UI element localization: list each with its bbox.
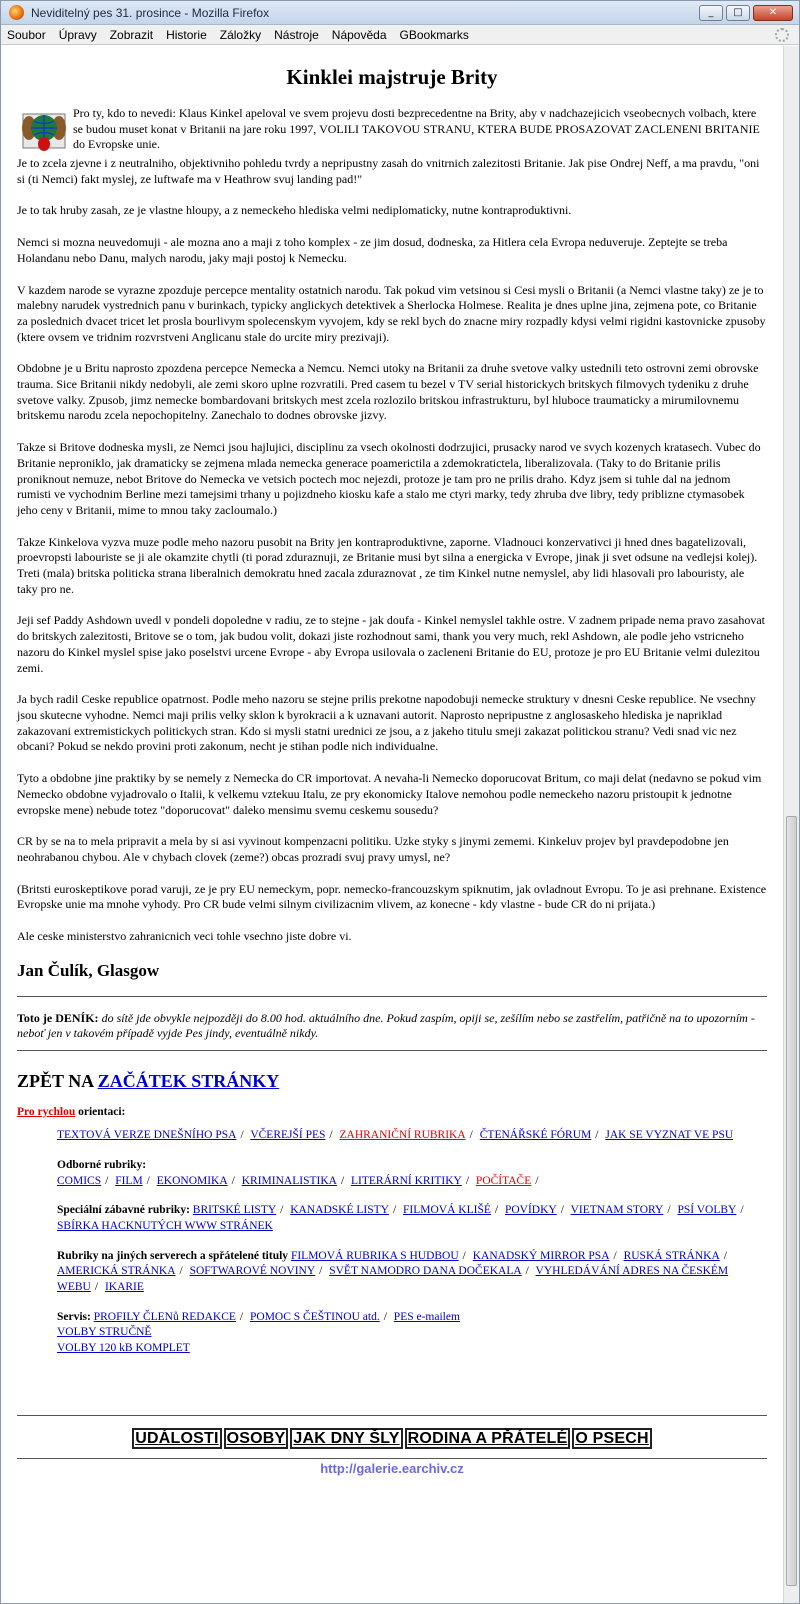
nav-link-active[interactable]: ZAHRANIČNÍ RUBRIKA [339, 1129, 466, 1142]
footer-tab-udalosti[interactable]: UDÁLOSTI [132, 1428, 221, 1449]
daily-note [17, 1011, 767, 1042]
nav-link[interactable]: VYHLEDÁVÁNÍ ADRES NA ČESKÉM WEBU [57, 1265, 729, 1294]
footer-tab-o-psech[interactable]: O PSECH [572, 1428, 651, 1449]
nav-link[interactable]: JAK SE VYZNAT VE PSU [605, 1129, 734, 1142]
nav-link[interactable]: SVĚT NAMODRO DANA DOČEKALA [329, 1265, 522, 1278]
quick-orientation [17, 1106, 767, 1118]
article-signature: Jan Čulík, Glasgow [17, 960, 160, 980]
nav-link[interactable]: TEXTOVÁ VERZE DNEŠNÍHO PSA [57, 1129, 237, 1142]
menu-view[interactable]: Zobrazit [109, 28, 154, 42]
article-paragraph: (Britsti euroskeptikove porad varuji, ze je pry EU nemeckym, popr. nemecko-francouzskym spiknutim, jak ovladnout Evropu. To je asi prehnane. Existence Evropske unie ma mnohe vyhody. Pro CR bude velmi silnym civilizacnim vlivem, az konecne - kdy vlastne - bude CR do ni prijata.) [17, 881, 767, 912]
throbber-icon [775, 28, 789, 42]
article-paragraph: Jeji sef Paddy Ashdown uvedl v pondeli dopoledne v radiu, ze to stejne - jak doufa - Kinkel nemyslel takhle ostre. V zadnem pripade nema pravo zasahovat do britskych zalezitosti, Britove se o tom, jak budou volit, dokazi jiste rozhodnout sami, thank you very much, rekl Ashdown, ale podle jeho vstricneho nazoru do Kinkel myslel spise jako poselstvi urcene Evrope - aby Evropa usilovala o zacleneni Britanie do EU, protoze je pro EU Britanie velmi dulezitou zemi. [17, 613, 766, 675]
article-paragraph: Pro ty, kdo to nevedi: Klaus Kinkel apeloval ve svem projevu dosti bezprecedentne na Brity, aby v nadchazejicich vseobecnych volbach, ktere se budou muset konat v Britanii na jare roku 1997, VOLILI TAKOVOU STRANU, KTERA BUDE PROSAZOVAT ZACLENENI BRITANIE do Evropske unie. [73, 106, 760, 152]
rubric-navigation [17, 1128, 767, 1357]
nav-link[interactable]: POMOC S ČEŠTINOU atd. [250, 1310, 380, 1323]
menu-gbookmarks[interactable]: GBookmarks [399, 28, 469, 42]
nav-link[interactable]: ČTENÁŘSKÉ FÓRUM [479, 1129, 592, 1142]
menu-bookmarks[interactable]: Záložky [219, 28, 262, 42]
article-paragraph: CR by se na to mela pripravit a mela by si asi vyvinout kompenzacni politiku. Uzke styky s jinymi zememi. Kinkeluv projev byl pravdepodobne jen neohrabanou chybou. Ale v chybach clovek (zeme?) obcas prozradi svuj pravy umysl, ne? [17, 834, 729, 864]
section-label: Speciální zábavné rubriky: [57, 1204, 190, 1217]
article-title: Kinklei majstruje Brity [286, 65, 498, 89]
window-title: Neviditelný pes 31. prosince - Mozilla Firefox [31, 6, 270, 20]
footer-tab-jak-dny-sly[interactable]: JAK DNY ŠLY [290, 1428, 402, 1449]
note-text: do sítě jde obvykle nejpozději do 8.00 hod. aktuálního dne. Pokud zaspím, opiji se, zešílím nebo se zastřelím, patřičně na to upozorním - neboť jen v takovém případě vyjde Pes jindy, eventuálně nikdy. [17, 1010, 755, 1041]
footer-tab-rodina[interactable]: RODINA A PŘÁTELÉ [405, 1428, 571, 1449]
article-paragraph: Je to zcela zjevne i z neutralniho, objektivniho pohledu tvrdy a nepripustny zasah do vnitrnich zalezitosti Britanie. Jak pise Ondrej Neff, a ma pravdu, "oni si (ti Nemci) fakt myslej, ze luftwafe ma v Heathrow svuj landing pad!" [17, 156, 760, 186]
nav-link[interactable]: VOLBY 120 kB KOMPLET [57, 1342, 190, 1355]
menu-bar [1, 25, 799, 45]
footer-url[interactable]: http://galerie.earchiv.cz [17, 1458, 767, 1476]
menu-help[interactable]: Nápověda [331, 28, 387, 42]
nav-link[interactable]: PES e-mailem [393, 1310, 460, 1323]
nav-link[interactable]: EKONOMIKA [156, 1174, 228, 1187]
article-paragraph: Nemci si mozna neuvedomuji - ale mozna ano a maji z toho komplex - ze jim dosud, dodneska, za Hitlera cela Evropa neduveruje. Zeptejte se treba Holandanu nebo Danu, malych narodu, jaky maji postoj k Nemecku. [17, 235, 728, 265]
vertical-scrollbar[interactable] [783, 46, 799, 1603]
divider [17, 1050, 767, 1051]
divider [17, 996, 767, 997]
back-prefix: ZPĚT NA [17, 1071, 98, 1092]
note-label: Toto je DENÍK: [17, 1010, 99, 1025]
nav-link[interactable]: RUSKÁ STRÁNKA [623, 1249, 720, 1262]
nav-link[interactable]: VČEREJŠÍ PES [250, 1129, 326, 1142]
nav-link[interactable]: PSÍ VOLBY [677, 1204, 737, 1217]
article-paragraph: V kazdem narode se vyrazne zpozduje percepce mentality ostatnich narodu. Tak pokud vim vetsinou si Cesi mysli o Britanii (a Nemci vlastne taky) ze je to malebny narudek vystrednich panu v burinkach, typicky anglickych detektivek a Sherlocka Holmese. Realita je dnes uplne jina, zejmena pote, co Britanie za poslednich dvacet tricet let prosla bourlivym spolecenskym vyvojem, kdy se rekl bych do znacne miry rozpadly kdysi velmi rigidni kastovnicke zpusoby (ktere ovsem ve tridnim rozvrstveni Anglicanu stale do urcite miry prezivaji). [17, 282, 766, 344]
nav-link-active[interactable]: POČÍTAČE [475, 1174, 532, 1187]
section-label: Odborné rubriky: [57, 1158, 147, 1171]
menu-file[interactable]: Soubor [7, 28, 46, 42]
nav-link[interactable]: KANADSKÉ LISTY [290, 1204, 389, 1217]
article-paragraph: Obdobne je u Britu naprosto zpozdena percepce Nemecka a Nemcu. Nemci utoky na Britanii za druhe svetove valky ustednili teto ostrovni zemi obrovske trauma. Sice Britanii nikdy nedobyli, ale zemi skoro uplne rozvratili. Pred casem tu bezel v TV serial historickych britskych filmovych tydeniku z druhe svetove valky. Zpusob, jimz nemecke bombardovani britskych mest zcela rozlozilo britskou infrastrukturu, byl hluboce traumaticky a mirumilovnemu britskemu narodu zcela nepochopitelny. Zanechalo to dodnes obrovske jizvy. [17, 361, 759, 423]
nav-link[interactable]: BRITSKÉ LISTY [192, 1204, 277, 1217]
main-links: TEXTOVÁ VERZE DNEŠNÍHO PSA / VČEREJŠÍ PES / ZAHRANIČNÍ RUBRIKA / ČTENÁŘSKÉ FÓRUM / JAK SE VYZNAT VE PSU [57, 1129, 734, 1142]
servis: Servis: PROFILY ČLENů REDAKCE / POMOC S ČEŠTINOU atd. / PES e-mailem VOLBY STRUČNĚ VOLBY 120 kB KOMPLET [57, 1310, 460, 1355]
jine-servery: Rubriky na jiných serverech a spřátelené tituly FILMOVÁ RUBRIKA S HUDBOU / KANADSKÝ MIRROR PSA / RUSKÁ STRÁNKA / AMERICKÁ STRÁNKA / SOFTWAROVÉ NOVINY / SVĚT NAMODRO DANA DOČEKALA / VYHLEDÁVÁNÍ ADRES NA ČESKÉM WEBU / IKARIE [57, 1249, 729, 1294]
quick-orientation-link[interactable]: Pro rychlou [17, 1106, 76, 1119]
nav-link[interactable]: COMICS [57, 1174, 102, 1187]
nav-link[interactable]: FILM [115, 1174, 143, 1187]
title-bar [1, 1, 799, 25]
nav-link[interactable]: VOLBY STRUČNĚ [57, 1326, 152, 1339]
firefox-logo-icon [9, 5, 24, 20]
page-content [1, 46, 783, 1603]
nav-link[interactable]: FILMOVÁ RUBRIKA S HUDBOU [290, 1249, 459, 1262]
window-controls [699, 5, 793, 21]
intro-block [17, 106, 767, 156]
nav-link[interactable]: LITERÁRNÍ KRITIKY [351, 1174, 462, 1187]
nav-link[interactable]: AMERICKÁ STRÁNKA [57, 1265, 176, 1278]
specialni-rubriky: Speciální zábavné rubriky: BRITSKÉ LISTY / KANADSKÉ LISTY / FILMOVÁ KLIŠÉ / POVÍDKY / VIETNAM STORY / PSÍ VOLBY / SBÍRKA HACKNUTÝCH WWW STRÁNEK [57, 1204, 744, 1232]
nav-link[interactable]: SOFTWAROVÉ NOVINY [189, 1265, 316, 1278]
nav-link[interactable]: IKARIE [104, 1281, 144, 1294]
menu-history[interactable]: Historie [166, 28, 207, 42]
nav-link[interactable]: POVÍDKY [504, 1204, 557, 1217]
close-button[interactable]: ✕ [753, 5, 793, 21]
menu-edit[interactable]: Úpravy [58, 28, 97, 42]
maximize-button[interactable]: □ [726, 5, 750, 21]
section-label: Servis: [57, 1310, 91, 1323]
footer-tabs [17, 1428, 767, 1449]
back-to-top-link[interactable]: ZAČÁTEK STRÁNKY [97, 1071, 280, 1092]
nav-link[interactable]: PROFILY ČLENů REDAKCE [93, 1310, 236, 1323]
nav-link[interactable]: KRIMINALISTIKA [241, 1174, 337, 1187]
article-paragraph: Je to tak hruby zasah, ze je vlastne hloupy, a z nemeckeho hlediska velmi nediplomaticky, nutne kontraproduktivni. [17, 203, 572, 218]
article-paragraph: Tyto a obdobne jine praktiky by se nemely z Nemecka do CR importovat. A nevaha-li Nemecko doporucovat Britum, co maji delat (nedavno se pokud vim Nemecko obdobne vyjadrovalo o Italii, k velkemu vztekuu Italu, ze pry ekonomicky Italove nemohou podle nemeckeho nazoru pristoupit k jednotne evropske mene) nebude totez "doporucovat" daleko mensimu svemu ceskemu sousedu? [17, 771, 762, 817]
nav-link[interactable]: KANADSKÝ MIRROR PSA [472, 1249, 610, 1262]
article-paragraph: Ale ceske ministerstvo zahranicnich veci tohle vsechno jiste dobre vi. [17, 929, 352, 944]
nav-link[interactable]: VIETNAM STORY [570, 1204, 664, 1217]
back-to-top [17, 1071, 767, 1092]
quick-orientation-label: orientaci: [75, 1106, 126, 1119]
article-paragraph: Takze si Britove dodneska mysli, ze Nemci jsou hajlujici, disciplinu za vsech okolnosti dodrzujici, prusacky narod ve svych kozenych kratasech. Vubec do Britanie neproniklo, jak dramaticky se zejmena mlada nemecka generace poamerictila a zdemokratictela, liberalizovala. (Taky to do Britanie prilis proniknout nemuze, nebot Britove do Nemecka ve vetsich poctech moc nejezdi, protoze je tam pro ne prilis draho. Kdyz jsem si tuhle dal na jednom rumisti ve vychodnim Berline mezi tamejsimi trhany u pojizdneho kiosku kafe a stalo me ctyri marky, tedy zhruba dve libry, tedy priblizne ctymasobek jeho ceny v Britanii, mime to mnou taky zacloumalo.) [17, 440, 761, 517]
scrollbar-thumb[interactable] [786, 816, 797, 1586]
minimize-button[interactable]: _ [699, 5, 723, 21]
article-paragraph: Ja bych radil Ceske republice opatrnost. Podle meho nazoru se stejne prilis prekotne napodobuji nemecke struktury v dnesni Ceske republice. Ne vsechny jsou skutecne vyhodne. Nemci maji prilis velky sklon k byrokracii a k uznavani autorit. Naprosto nepripustne z anglosaskeho hlediska je napriklad zakazovani extremistickych politickych stran. Kdo si mysli statni urednici ze jsou, a z jakeho titulu smeji zakazat politickou stranu? Vedi snad vic nez obcani? Pokud se nekdo provini proti zakonum, necht je stihan podle nich individualne. [17, 692, 756, 754]
nav-link[interactable]: SBÍRKA HACKNUTÝCH WWW STRÁNEK [57, 1219, 273, 1232]
dog-globe-icon [21, 108, 67, 154]
nav-link[interactable]: FILMOVÁ KLIŠÉ [403, 1204, 491, 1217]
menu-tools[interactable]: Nástroje [274, 28, 319, 42]
odborne-rubriky: Odborné rubriky: COMICS / FILM / EKONOMIKA / KRIMINALISTIKA / LITERÁRNÍ KRITIKY / POČÍTAČE / [57, 1158, 539, 1187]
footer-tab-osoby[interactable]: OSOBY [224, 1428, 289, 1449]
article-paragraph: Takze Kinkelova vyzva muze podle meho nazoru pusobit na Brity jen kontraproduktivne, zaporne. Vladnouci konzervativci ji hned dnes bagatelizovali, proevropsti labouriste se ji ale okamzite chytli (ti porad zduraznuji, ze Britanie musi byt silna a energicka v Evrope, jinak ji svet odsune na vedlejsi kolej). Treti (mala) britska politicka strana liberalnich demokratu hned zacala zduraznovat , ze tim Kinkel nutne nemyslel, aby lidi hlasovali pro labouristy, ale taky pro ne. [17, 534, 758, 596]
section-label: Rubriky na jiných serverech a spřátelené tituly [57, 1249, 289, 1262]
footer-divider [17, 1415, 767, 1416]
